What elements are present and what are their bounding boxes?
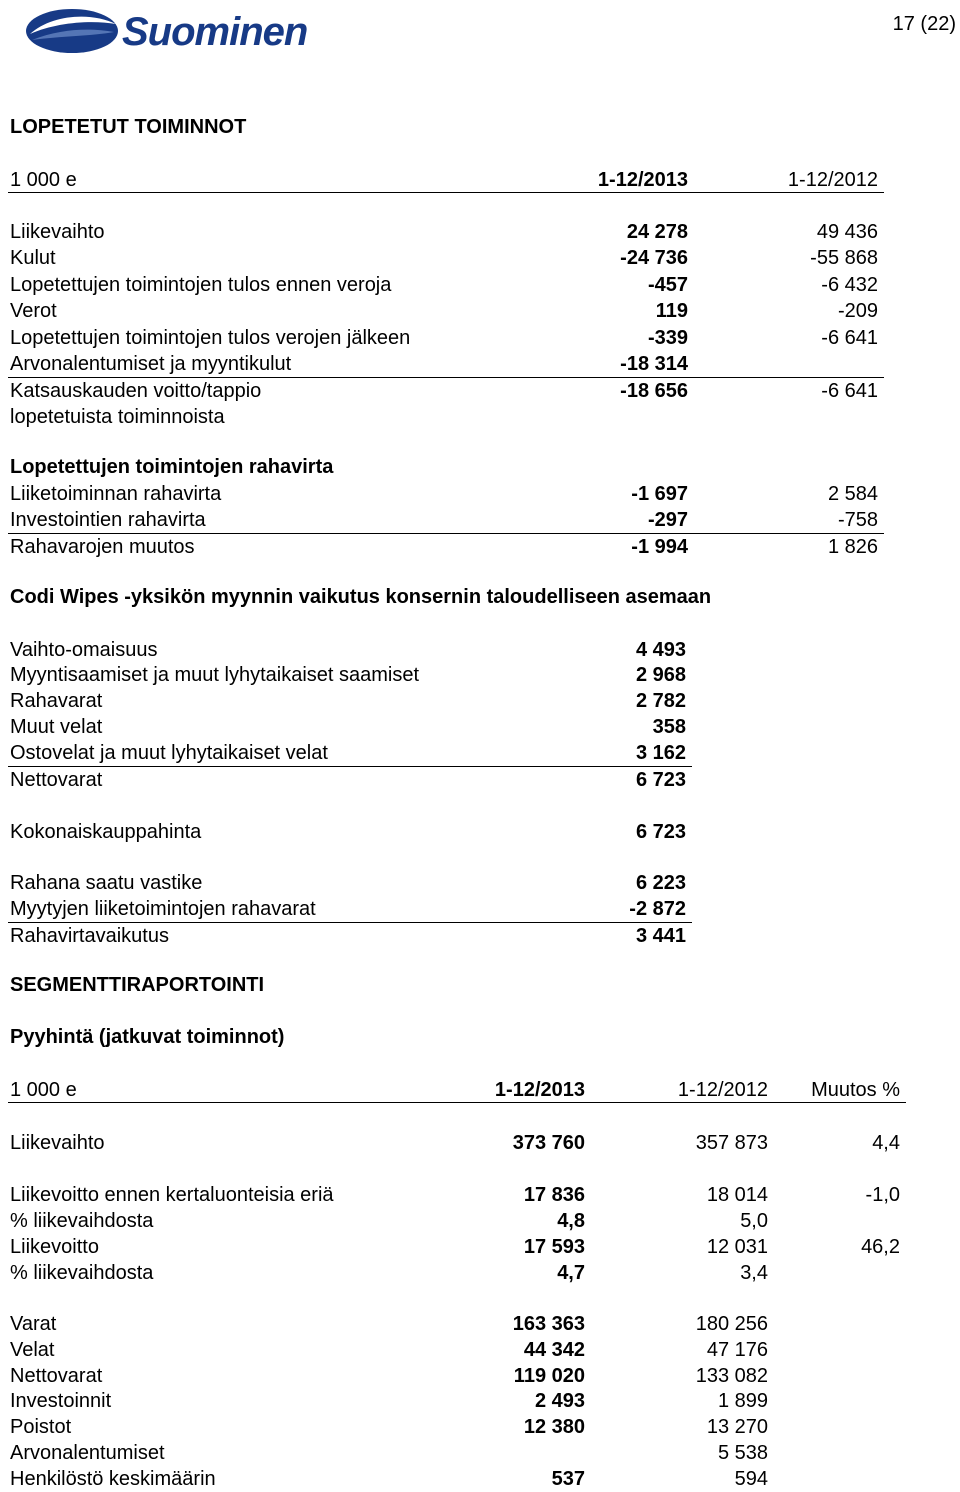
row-label: Varat <box>10 1313 57 1335</box>
table-row <box>10 325 884 351</box>
table-row <box>10 507 884 533</box>
value-2013: -1 697 <box>631 483 688 505</box>
value: -2 872 <box>629 898 686 920</box>
table-row <box>10 534 884 560</box>
row-label: Muut velat <box>10 716 103 738</box>
value: 3 441 <box>635 925 686 947</box>
row-label: Henkilöstö keskimäärin <box>10 1468 216 1490</box>
segment-subtitle: Pyyhintä (jatkuvat toiminnot) <box>10 1026 285 1048</box>
table-row <box>10 896 690 922</box>
cashflow-title: Lopetettujen toimintojen rahavirta <box>10 456 334 478</box>
value: 3 162 <box>635 742 686 764</box>
table-row <box>10 767 690 793</box>
row-label: Liikevoitto ennen kertaluonteisia eriä <box>10 1184 334 1206</box>
company-logo <box>22 6 352 56</box>
discontinued-header-row <box>10 167 884 193</box>
col-2013-header: 1-12/2013 <box>597 169 688 191</box>
value: 4 493 <box>635 639 686 661</box>
table-row <box>10 923 690 949</box>
value-2013: 537 <box>551 1468 585 1490</box>
table-row <box>10 272 884 298</box>
value: 2 968 <box>635 664 686 686</box>
table-row <box>10 1388 902 1414</box>
table-row <box>10 378 884 404</box>
segment-unit-label: 1 000 e <box>10 1079 77 1101</box>
value-2013: 17 593 <box>523 1236 585 1258</box>
row-label: % liikevaihdosta <box>10 1210 154 1232</box>
table-row <box>10 1208 902 1234</box>
value-2013: -24 736 <box>620 247 688 269</box>
value: 2 782 <box>635 690 686 712</box>
table-row <box>10 404 884 430</box>
netassets-rule <box>8 766 692 767</box>
codi-title: Codi Wipes -yksikön myynnin vaikutus konsernin taloudelliseen asemaan <box>10 586 712 608</box>
value-2013: -18 656 <box>620 380 688 402</box>
value-2012: 18 014 <box>706 1184 768 1206</box>
value-2012: -55 868 <box>810 247 878 269</box>
value-2013: 12 380 <box>523 1416 585 1438</box>
row-label: Lopetettujen toimintojen tulos ennen veroja <box>10 274 392 296</box>
change-percent: 4,4 <box>872 1132 900 1154</box>
segment-title: SEGMENTTIRAPORTOINTI <box>10 974 265 996</box>
row-label: Arvonalentumiset ja myyntikulut <box>10 353 292 375</box>
value: 6 723 <box>635 821 686 843</box>
value-2012: -6 641 <box>821 380 878 402</box>
table-row <box>10 714 690 740</box>
value-2013: 24 278 <box>626 221 688 243</box>
value-2012: 594 <box>734 1468 768 1490</box>
value-2012: 357 873 <box>695 1132 768 1154</box>
table-row <box>10 1440 902 1466</box>
table-row <box>10 637 690 663</box>
segment-col-2012-header: 1-12/2012 <box>677 1079 768 1101</box>
value: 6 723 <box>635 769 686 791</box>
row-label: Kulut <box>10 247 56 269</box>
table-row <box>10 1130 902 1156</box>
row-label: Myyntisaamiset ja muut lyhytaikaiset saamiset <box>10 664 420 686</box>
value: 6 223 <box>635 872 686 894</box>
row-label: Liikevoitto <box>10 1236 99 1258</box>
value-2013: 17 836 <box>523 1184 585 1206</box>
segment-change-header: Muutos % <box>811 1079 900 1101</box>
row-label: Katsauskauden voitto/tappio <box>10 380 262 402</box>
row-label: Velat <box>10 1339 55 1361</box>
table-row <box>10 1234 902 1260</box>
value-2013: 44 342 <box>523 1339 585 1361</box>
table-row <box>10 1311 902 1337</box>
table-row <box>10 219 884 245</box>
value-2013: -297 <box>647 509 688 531</box>
table-row <box>10 740 690 766</box>
segment-header-rule <box>8 1102 906 1103</box>
table-row <box>10 298 884 324</box>
value-2012: -209 <box>837 300 878 322</box>
table-row <box>10 1414 902 1440</box>
value-2013: -1 994 <box>631 536 688 558</box>
value-2012: 47 176 <box>706 1339 768 1361</box>
table-row <box>10 662 690 688</box>
value: 358 <box>652 716 686 738</box>
unit-label: 1 000 e <box>10 169 77 191</box>
cashflow-effect-rule <box>8 922 692 923</box>
page-number: 17 (22) <box>892 13 956 35</box>
value-2012: 49 436 <box>816 221 878 243</box>
value-2012: 5 538 <box>717 1442 768 1464</box>
table-row <box>10 1182 902 1208</box>
table-row <box>10 1466 902 1492</box>
row-label: Verot <box>10 300 57 322</box>
row-label: Rahavirtavaikutus <box>10 925 169 947</box>
value-2012: 12 031 <box>706 1236 768 1258</box>
value-2012: 3,4 <box>740 1262 768 1284</box>
value-2013: -457 <box>647 274 688 296</box>
value-2013: 373 760 <box>512 1132 585 1154</box>
value-2013: 4,7 <box>557 1262 585 1284</box>
row-label: Rahana saatu vastike <box>10 872 203 894</box>
row-label: Arvonalentumiset <box>10 1442 165 1464</box>
segment-header-row <box>10 1077 902 1103</box>
row-label: Liikevaihto <box>10 1132 105 1154</box>
logo-swoosh-icon <box>22 6 122 56</box>
table-row <box>10 870 690 896</box>
table-row <box>10 688 690 714</box>
col-2012-header: 1-12/2012 <box>787 169 878 191</box>
discontinued-title: LOPETETUT TOIMINNOT <box>10 116 247 138</box>
subtotal-rule <box>8 377 884 378</box>
row-label: Myytyjen liiketoimintojen rahavarat <box>10 898 316 920</box>
value-2012: 1 826 <box>827 536 878 558</box>
row-label: Investoinnit <box>10 1390 112 1412</box>
table-row <box>10 245 884 271</box>
value-2013: 2 493 <box>534 1390 585 1412</box>
change-percent: -1,0 <box>865 1184 900 1206</box>
row-label: lopetetuista toiminnoista <box>10 406 225 428</box>
table-row <box>10 351 884 377</box>
row-label: Investointien rahavirta <box>10 509 206 531</box>
cashflow-rule <box>8 533 884 534</box>
row-label: Poistot <box>10 1416 72 1438</box>
row-label: Rahavarojen muutos <box>10 536 195 558</box>
table-row <box>10 481 884 507</box>
row-label: Nettovarat <box>10 1365 103 1387</box>
value-2013: 119 <box>655 300 688 322</box>
value-2012: 133 082 <box>695 1365 768 1387</box>
row-label: Kokonaiskauppahinta <box>10 821 202 843</box>
value-2012: 180 256 <box>695 1313 768 1335</box>
value-2012: 1 899 <box>717 1390 768 1412</box>
value-2013: -18 314 <box>620 353 688 375</box>
change-percent: 46,2 <box>861 1236 900 1258</box>
value-2013: 4,8 <box>557 1210 585 1232</box>
row-label: Ostovelat ja muut lyhytaikaiset velat <box>10 742 328 764</box>
table-row <box>10 1337 902 1363</box>
table-row <box>10 1363 902 1389</box>
value-2012: 13 270 <box>706 1416 768 1438</box>
value-2013: 163 363 <box>512 1313 585 1335</box>
header-rule <box>8 192 884 193</box>
table-row <box>10 819 690 845</box>
row-label: Liikevaihto <box>10 221 105 243</box>
value-2012: -6 432 <box>821 274 878 296</box>
row-label: Liiketoiminnan rahavirta <box>10 483 222 505</box>
value-2012: -6 641 <box>821 327 878 349</box>
logo-wordmark: Suominen <box>122 10 308 54</box>
row-label: % liikevaihdosta <box>10 1262 154 1284</box>
row-label: Lopetettujen toimintojen tulos verojen jälkeen <box>10 327 411 349</box>
row-label: Nettovarat <box>10 769 103 791</box>
row-label: Vaihto-omaisuus <box>10 639 158 661</box>
table-row <box>10 1260 902 1286</box>
row-label: Rahavarat <box>10 690 103 712</box>
value-2012: -758 <box>837 509 878 531</box>
value-2013: 119 020 <box>513 1365 585 1387</box>
value-2013: -339 <box>647 327 688 349</box>
value-2012: 5,0 <box>740 1210 768 1232</box>
segment-col-2013-header: 1-12/2013 <box>494 1079 585 1101</box>
value-2012: 2 584 <box>827 483 878 505</box>
